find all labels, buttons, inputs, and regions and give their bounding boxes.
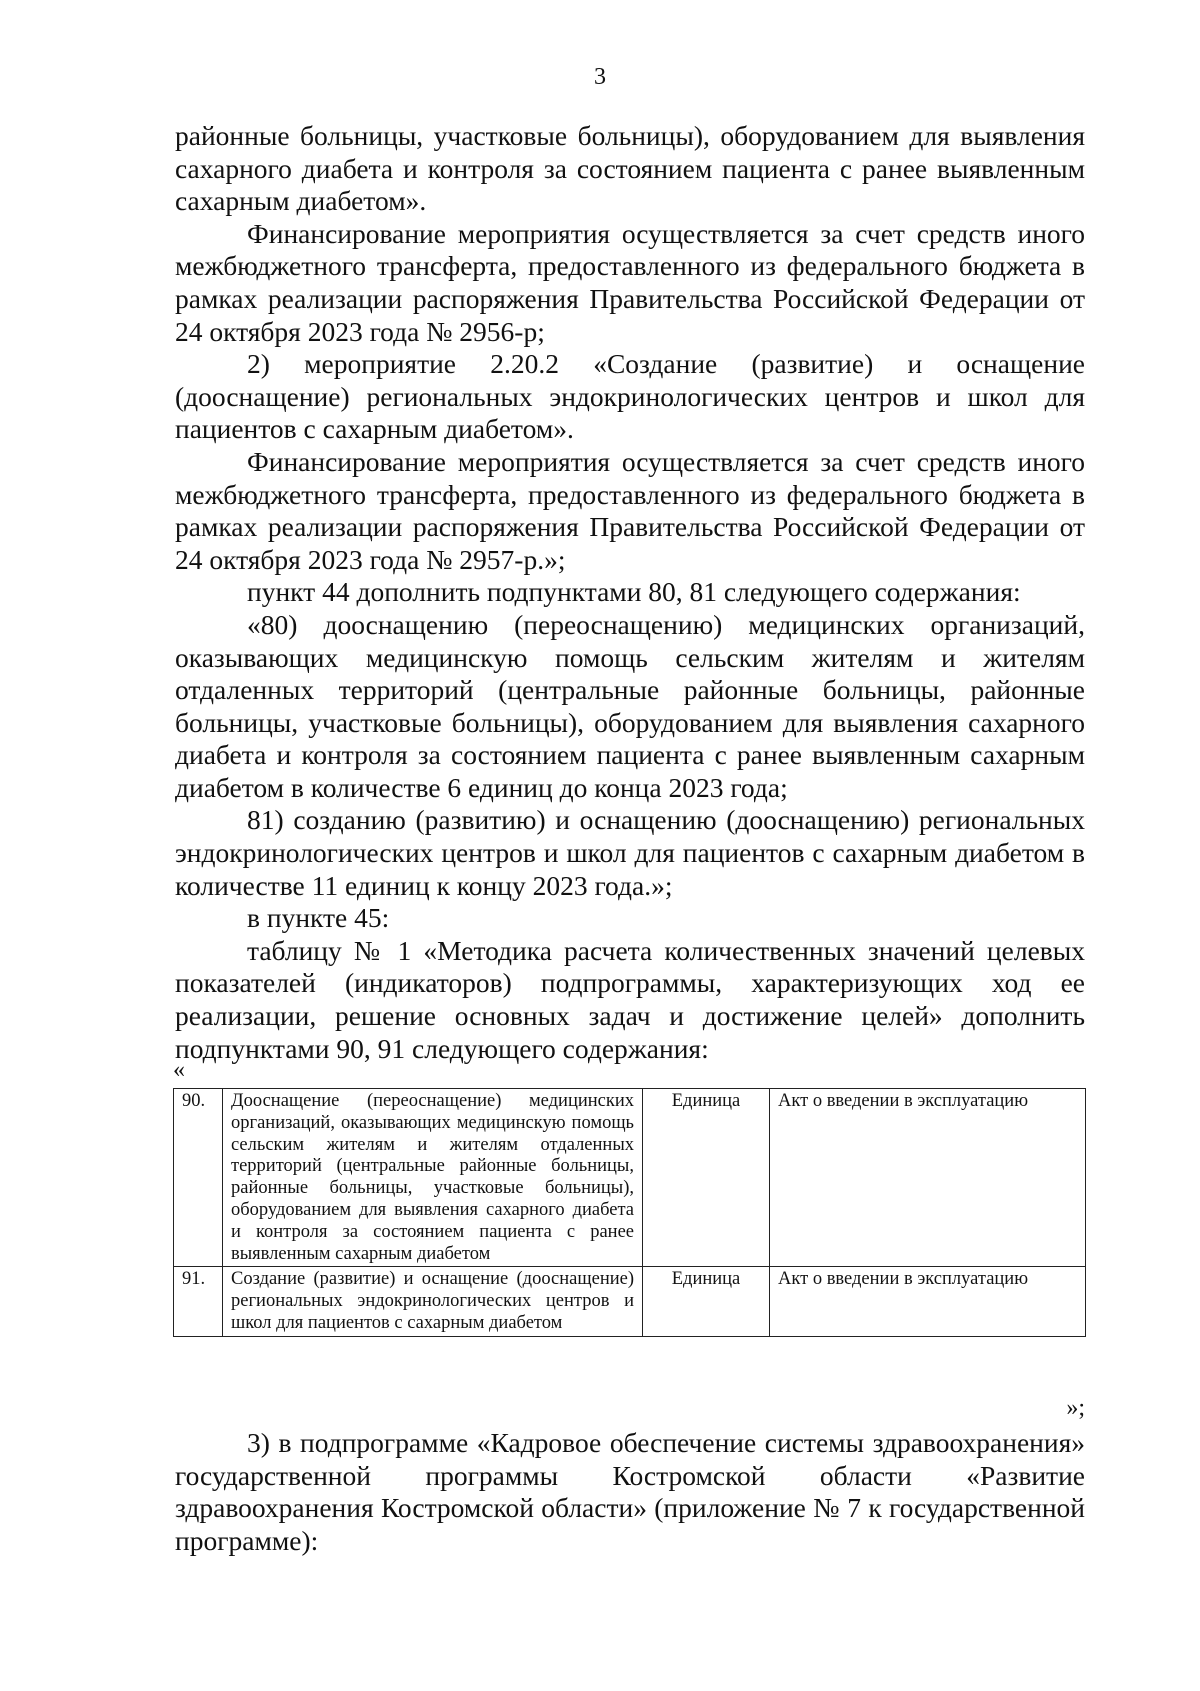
unit-of-measure: Единица [643, 1089, 770, 1267]
paragraph-subpoint-81: 81) созданию (развитию) и оснащению (дооснащению) региональных эндокринологических центров и школ для пациентов с сахарным диабетом в количестве 11 единиц к концу 2023 года.»; [175, 804, 1085, 901]
paragraph-subprogram-3: 3) в подпрограмме «Кадровое обеспечение системы здравоохранения» государственной программы Костромской области «Развитие здравоохранения Костромской области» (приложение № 7 к государственной программе): [175, 1427, 1085, 1556]
unit-of-measure: Единица [643, 1267, 770, 1336]
row-number: 90. [174, 1089, 223, 1267]
paragraph-table-1-intro: таблицу № 1 «Методика расчета количественных значений целевых показателей (индикаторов) подпрограммы, характеризующих ход ее реализации, решение основных задач и достижение целей» дополнить подпунктами 90, 91 следующего содержания: [175, 934, 1085, 1064]
table-row [174, 1089, 1086, 1267]
table-open-quote: « [173, 1057, 185, 1083]
data-source: Акт о введении в эксплуатацию [770, 1267, 1086, 1336]
row-number: 91. [174, 1267, 223, 1336]
paragraph-subpoint-80: «80) дооснащению (переоснащению) медицинских организаций, оказывающих медицинскую помощь сельским жителям и жителям отдаленных территорий (центральные районные больницы, районные больницы, участковые больницы), оборудованием для выявления сахарного диабета и контроля за состоянием пациента с ранее выявленным сахарным диабетом в количестве 6 единиц до конца 2023 года; [175, 608, 1085, 803]
body-text-continued [175, 1427, 1085, 1557]
data-source: Акт о введении в эксплуатацию [770, 1089, 1086, 1267]
indicator-table [173, 1088, 1086, 1337]
indicator-name: Дооснащение (переоснащение) медицинских организаций, оказывающих медицинскую помощь сельским жителям и жителям отдаленных территорий (центральные районные больницы, районные больницы, участковые больницы), оборудованием для выявления сахарного диабета и контроля за состоянием пациента с ранее выявленным сахарным диабетом [223, 1089, 643, 1267]
paragraph-point-44: пункт 44 дополнить подпунктами 80, 81 следующего содержания: [247, 576, 1021, 608]
paragraph-continuation: районные больницы, участковые больницы), оборудованием для выявления сахарного диабета и контроля за состоянием пациента с ранее выявленным сахарным диабетом». [175, 120, 1085, 217]
indicator-name: Создание (развитие) и оснащение (дооснащение) региональных эндокринологических центров и школ для пациентов с сахарным диабетом [223, 1267, 643, 1336]
table-row [174, 1267, 1086, 1336]
paragraph-financing-2957: Финансирование мероприятия осуществляется за счет средств иного межбюджетного трансферта, предоставленного из федерального бюджета в рамках реализации распоряжения Правительства Российской Федерации от 24 октября 2023 года № 2957-р.»; [175, 445, 1085, 575]
page-number: 3 [594, 64, 606, 90]
paragraph-financing-2956: Финансирование мероприятия осуществляется за счет средств иного межбюджетного трансферта, предоставленного из федерального бюджета в рамках реализации распоряжения Правительства Российской Федерации от 24 октября 2023 года № 2956-р; [175, 217, 1085, 347]
body-text [175, 120, 1085, 1065]
paragraph-measure-2-20-2: 2) мероприятие 2.20.2 «Создание (развитие) и оснащение (дооснащение) региональных эндокринологических центров и школ для пациентов с сахарным диабетом». [175, 348, 1085, 445]
table-close-quote: »; [1066, 1395, 1085, 1421]
paragraph-point-45: в пункте 45: [247, 902, 390, 934]
